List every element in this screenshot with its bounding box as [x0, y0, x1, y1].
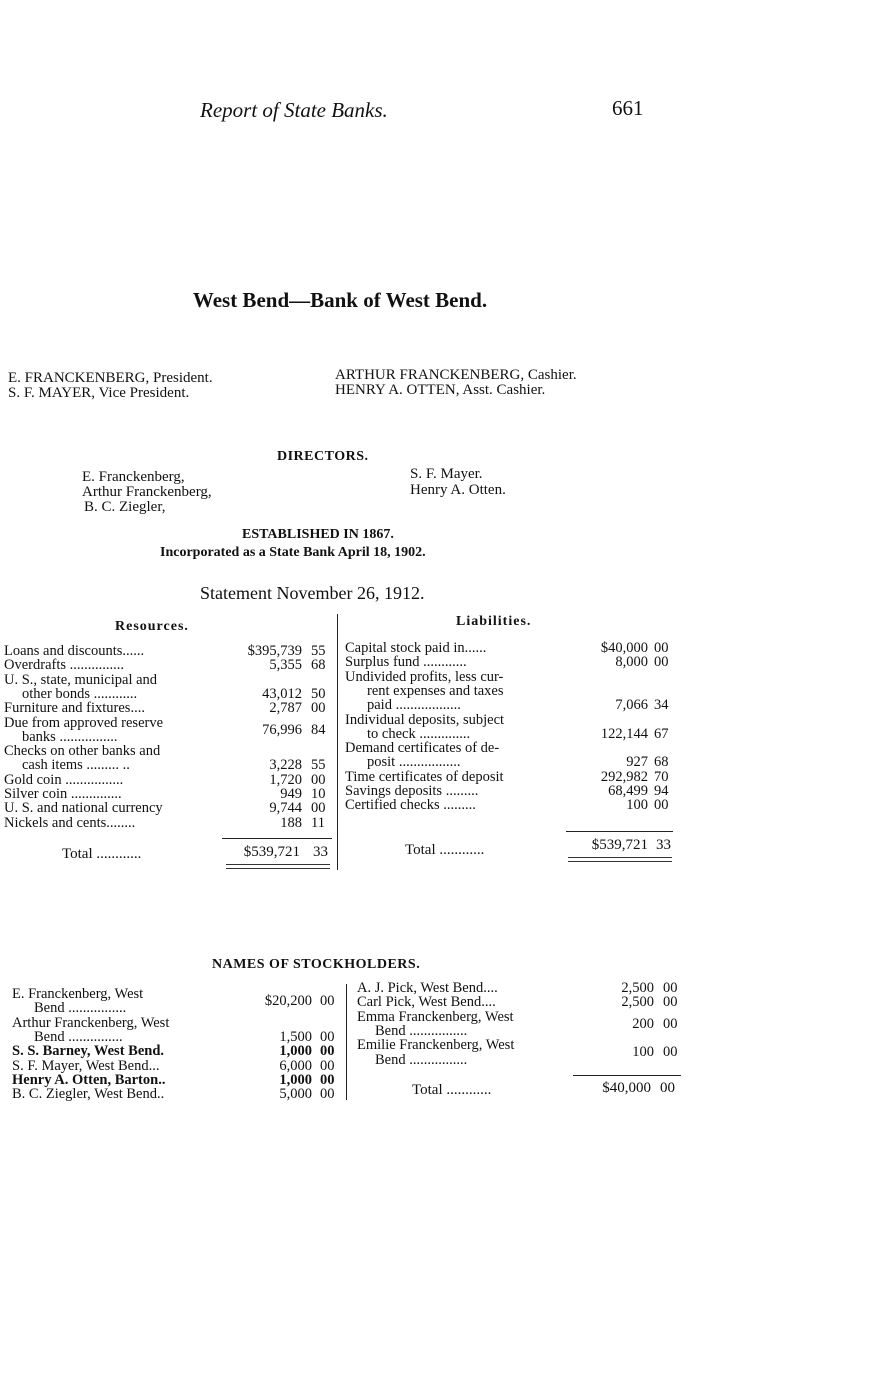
- row-dollars: 2,787: [269, 700, 302, 717]
- row-label: Individual deposits, subject: [345, 711, 505, 728]
- row-dollars: 7,066: [615, 697, 648, 714]
- liabilities-total-cents: 33: [656, 837, 671, 853]
- row-label: A. J. Pick, West Bend....: [357, 980, 498, 996]
- statement-date: Statement November 26, 1912.: [200, 583, 425, 603]
- row-dollars: 100: [626, 797, 648, 814]
- row-cents: 00: [320, 1071, 335, 1088]
- row-dollars: 6,000: [279, 1057, 312, 1074]
- officer-asst-cashier: HENRY A. OTTEN, Asst. Cashier.: [335, 382, 546, 398]
- row-dollars: $395,739: [247, 643, 302, 659]
- row-label: Undivided profits, less cur-: [345, 668, 504, 685]
- liabilities-total-dollars: $539,721: [591, 837, 648, 853]
- row-dollars: 200: [632, 1015, 654, 1032]
- director-name: S. F. Mayer.: [410, 466, 483, 482]
- row-cents: 67: [654, 725, 669, 742]
- stockholders-total-rule: [573, 1075, 681, 1076]
- row-dollars: $20,200: [264, 993, 312, 1010]
- row-dollars: 1,000: [279, 1071, 312, 1088]
- row-label: S. F. Mayer, West Bend...: [12, 1057, 160, 1074]
- row-cents: 68: [311, 657, 326, 674]
- row-cents: 00: [320, 1086, 335, 1103]
- row-cents: 11: [311, 814, 325, 831]
- row-cents: 00: [654, 654, 669, 671]
- row-dollars: 3,228: [269, 757, 302, 774]
- directors-heading: DIRECTORS.: [277, 449, 369, 464]
- column-divider: [337, 614, 338, 870]
- row-cents: 94: [654, 783, 669, 799]
- running-header-title: Report of State Banks.: [200, 98, 388, 122]
- resources-total-label: Total ............: [62, 846, 142, 862]
- row-label: rent expenses and taxes: [367, 682, 504, 699]
- row-label: Savings deposits .........: [345, 783, 479, 799]
- row-cents: 00: [311, 700, 326, 717]
- row-cents: 00: [663, 994, 678, 1011]
- row-dollars: 2,500: [621, 994, 654, 1011]
- row-label: to check ..............: [367, 725, 471, 742]
- row-dollars: 43,012: [262, 685, 302, 702]
- director-name: B. C. Ziegler,: [84, 499, 166, 515]
- row-dollars: 68,499: [608, 783, 648, 799]
- row-label: Carl Pick, West Bend....: [357, 994, 496, 1011]
- row-cents: 55: [311, 757, 326, 774]
- stockholders-total-label: Total ............: [412, 1082, 492, 1098]
- row-label: Henry A. Otten, Barton..: [12, 1071, 166, 1088]
- incorporated-line: Incorporated as a State Bank April 18, 1902.: [160, 545, 426, 560]
- row-dollars: 949: [280, 786, 302, 802]
- row-label: U. S., state, municipal and: [4, 671, 158, 688]
- row-label: Due from approved reserve: [4, 714, 164, 731]
- row-dollars: 1,720: [269, 771, 302, 788]
- row-cents: 10: [311, 786, 326, 802]
- officer-president: E. FRANCKENBERG, President.: [8, 370, 213, 386]
- row-label: Capital stock paid in......: [345, 640, 487, 656]
- resources-heading: Resources.: [115, 619, 189, 634]
- bank-title: West Bend—Bank of West Bend.: [192, 288, 488, 312]
- row-label: cash items ......... ..: [22, 757, 130, 774]
- row-cents: 50: [311, 685, 326, 702]
- liabilities-total-rule: [566, 831, 673, 832]
- row-cents: 00: [320, 1028, 335, 1045]
- row-label: Silver coin ..............: [4, 786, 122, 802]
- row-dollars: 1,500: [279, 1028, 312, 1045]
- row-label: Overdrafts ...............: [4, 657, 125, 674]
- row-label: Checks on other banks and: [4, 743, 161, 760]
- resources-total-dollars: $539,721: [243, 844, 300, 860]
- row-label: Arthur Franckenberg, West: [12, 1014, 170, 1031]
- officer-vice-president: S. F. MAYER, Vice President.: [8, 385, 190, 401]
- row-cents: 34: [654, 697, 669, 714]
- stockholders-heading: NAMES OF STOCKHOLDERS.: [212, 957, 421, 972]
- liabilities-total-double-rule: [568, 857, 672, 862]
- row-label: posit .................: [367, 754, 461, 771]
- row-label: Bend ................: [375, 1051, 468, 1068]
- row-label: Emilie Franckenberg, West: [357, 1037, 515, 1054]
- row-dollars: 122,144: [600, 725, 648, 742]
- row-dollars: 292,982: [600, 768, 648, 785]
- liabilities-total-label: Total ............: [405, 842, 485, 858]
- row-dollars: 9,744: [269, 800, 302, 817]
- row-label: U. S. and national currency: [4, 800, 163, 817]
- row-label: paid ..................: [367, 697, 461, 714]
- liabilities-heading: Liabilities.: [456, 614, 532, 629]
- row-label: Loans and discounts......: [4, 643, 145, 659]
- row-dollars: 927: [626, 754, 648, 771]
- row-cents: 00: [311, 800, 326, 817]
- officer-cashier: ARTHUR FRANCKENBERG, Cashier.: [335, 367, 577, 383]
- row-cents: 00: [663, 1044, 678, 1061]
- row-cents: 68: [654, 754, 669, 771]
- row-dollars: $40,000: [600, 640, 648, 656]
- row-label: Bend ...............: [34, 1028, 123, 1045]
- row-label: Emma Franckenberg, West: [357, 1008, 514, 1025]
- stockholders-total-dollars: $40,000: [602, 1080, 651, 1096]
- row-label: Furniture and fixtures....: [4, 700, 145, 717]
- row-cents: 84: [311, 721, 326, 738]
- row-cents: 00: [320, 1057, 335, 1074]
- row-label: B. C. Ziegler, West Bend..: [12, 1086, 165, 1103]
- row-label: Time certificates of deposit: [345, 768, 504, 785]
- stockholders-total-cents: 00: [660, 1080, 675, 1096]
- row-cents: 00: [654, 640, 669, 656]
- page-number: 661: [612, 96, 644, 120]
- row-cents: 00: [663, 980, 678, 996]
- row-dollars: 8,000: [615, 654, 648, 671]
- row-label: Demand certificates of de-: [345, 740, 500, 757]
- row-cents: 00: [320, 993, 335, 1010]
- row-cents: 70: [654, 768, 669, 785]
- established-line: ESTABLISHED IN 1867.: [242, 527, 394, 542]
- resources-total-rule: [222, 838, 332, 839]
- row-cents: 00: [663, 1015, 678, 1032]
- resources-total-double-rule: [226, 864, 330, 869]
- row-label: Surplus fund ............: [345, 654, 467, 671]
- row-dollars: 2,500: [621, 980, 654, 996]
- row-dollars: 76,996: [262, 721, 302, 738]
- row-dollars: 5,355: [269, 657, 302, 674]
- row-label: Bend ................: [34, 1000, 127, 1017]
- director-name: Henry A. Otten.: [410, 482, 506, 498]
- row-dollars: 100: [632, 1044, 654, 1061]
- row-label: Bend ................: [375, 1022, 468, 1039]
- row-label: E. Franckenberg, West: [12, 986, 144, 1002]
- row-dollars: 188: [280, 814, 302, 831]
- row-label: Certified checks .........: [345, 797, 476, 814]
- row-label: S. S. Barney, West Bend.: [12, 1043, 165, 1060]
- row-cents: 00: [654, 797, 669, 814]
- row-cents: 00: [311, 771, 326, 788]
- stockholders-column-divider: [346, 984, 347, 1100]
- director-name: Arthur Franckenberg,: [82, 484, 212, 500]
- row-dollars: 5,000: [279, 1086, 312, 1103]
- row-dollars: 1,000: [279, 1043, 312, 1060]
- row-label: other bonds ............: [22, 685, 138, 702]
- resources-total-cents: 33: [313, 844, 328, 860]
- director-name: E. Franckenberg,: [82, 469, 185, 485]
- row-label: banks ................: [22, 728, 118, 745]
- row-label: Gold coin ................: [4, 771, 124, 788]
- row-label: Nickels and cents........: [4, 814, 136, 831]
- row-cents: 55: [311, 643, 326, 659]
- row-cents: 00: [320, 1043, 335, 1060]
